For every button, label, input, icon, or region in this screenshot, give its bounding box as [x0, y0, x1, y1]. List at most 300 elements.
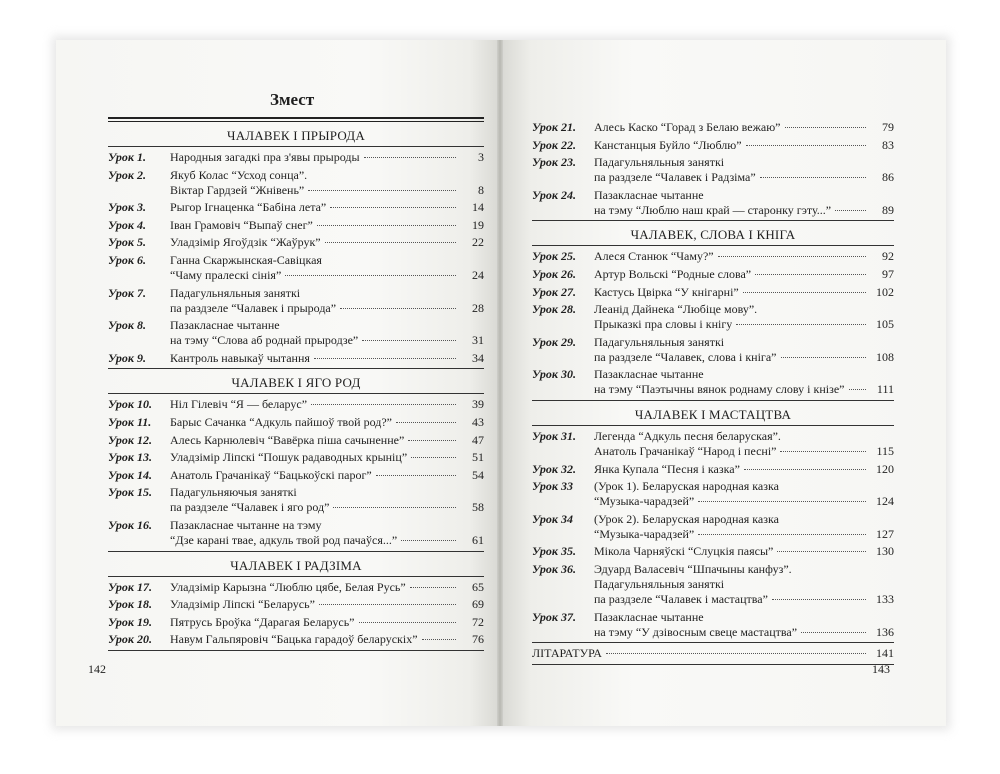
entry-page-number: 141	[876, 646, 894, 661]
entry-line	[594, 350, 894, 365]
entry-title-text: Алесь Карнюлевіч “Вавёрка піша сачыненне”	[170, 432, 405, 447]
toc-entry[interactable]	[532, 285, 894, 300]
entry-page-number: 83	[882, 137, 894, 152]
entry-line	[170, 318, 484, 333]
lesson-label: Урок 23.	[532, 155, 576, 170]
toc-entry[interactable]	[532, 188, 894, 218]
entry-body	[170, 150, 484, 165]
dot-leader	[736, 324, 866, 325]
entry-page-number: 19	[472, 217, 484, 232]
entry-title-text: (Урок 2). Беларуская народная казка	[594, 511, 779, 526]
lesson-label: Урок 15.	[108, 485, 152, 500]
entry-page-number: 43	[472, 414, 484, 429]
lesson-label: Урок 17.	[108, 579, 152, 594]
toc-entry[interactable]	[532, 610, 894, 640]
entry-body	[594, 188, 894, 218]
section-rule	[532, 642, 894, 643]
entry-line	[170, 218, 484, 233]
entry-page-number: 69	[472, 597, 484, 612]
lesson-label: Урок 33	[532, 479, 573, 494]
toc-entry[interactable]	[108, 286, 484, 316]
entry-title-text: Алесь Каско “Горад з Белаю вежаю”	[594, 120, 781, 134]
toc-entry[interactable]	[532, 544, 894, 559]
entry-title-text: Навум Гальпяровіч “Бацька гарадоў беларускіх”	[170, 632, 418, 647]
toc-entry[interactable]	[108, 318, 484, 348]
dot-leader	[408, 440, 456, 441]
dot-leader	[333, 507, 456, 508]
dot-leader	[772, 599, 866, 600]
dot-leader	[319, 604, 456, 605]
section-rule	[108, 368, 484, 369]
entry-line	[594, 429, 894, 444]
section-rule	[532, 220, 894, 221]
toc-right	[532, 120, 894, 665]
dot-leader	[743, 292, 866, 293]
toc-entry[interactable]	[532, 302, 894, 332]
dot-leader	[410, 587, 456, 588]
section-heading: ЧАЛАВЕК І ПРЫРОДА	[227, 128, 365, 143]
toc-entry[interactable]	[532, 155, 894, 185]
entry-title-text: на тэму “Паэтычны вянок роднаму слову і кнізе”	[594, 382, 845, 397]
entry-title-text: Прыказкі пра словы і кнігу	[594, 317, 733, 332]
entry-title-text: на тэму “Слова аб роднай прыродзе”	[170, 333, 359, 348]
lesson-label: Урок 6.	[108, 252, 146, 267]
title-rule-thick	[108, 117, 484, 119]
toc-entry[interactable]	[108, 415, 484, 430]
lesson-label: Урок 13.	[108, 450, 152, 465]
toc-entry[interactable]	[532, 512, 894, 542]
entry-body	[532, 646, 894, 661]
entry-line	[170, 200, 484, 215]
entry-title-text: Якуб Колас “Усход сонца”.	[170, 167, 308, 182]
entry-body	[594, 544, 894, 559]
toc-entry[interactable]	[108, 218, 484, 233]
lesson-label: Урок 9.	[108, 350, 146, 365]
entry-body	[170, 351, 484, 366]
entry-page-number: 61	[472, 532, 484, 547]
entry-title-text: Ганна Скаржынская-Савіцкая	[170, 252, 322, 267]
entry-line	[594, 203, 894, 218]
entry-line	[594, 512, 894, 527]
entry-title-text: “Чаму пралескі сінія”	[170, 267, 282, 282]
entry-line	[170, 580, 484, 595]
entry-line	[594, 462, 894, 477]
entry-line	[594, 367, 894, 382]
dot-leader	[411, 457, 456, 458]
entry-title-text: Анатоль Грачанікаў “Бацькоўскі парог”	[170, 467, 372, 482]
entry-line	[170, 500, 484, 515]
entry-page-number: 105	[876, 317, 894, 332]
lesson-label: Урок 37.	[532, 609, 576, 624]
dot-leader	[340, 308, 456, 309]
lesson-label: Урок 1.	[108, 150, 146, 164]
entry-body	[594, 367, 894, 397]
entry-title-text: Уладзімір Карызна “Люблю цябе, Белая Русь”	[170, 579, 406, 594]
entry-body	[170, 200, 484, 215]
lesson-label: Урок 5.	[108, 235, 146, 250]
entry-page-number: 8	[478, 182, 484, 197]
entry-title-text: Кастусь Цвірка “У кнігарні”	[594, 284, 739, 299]
entry-line	[594, 155, 894, 170]
entry-title-text: Анатоль Грачанікаў “Народ і песні”	[594, 443, 777, 458]
section-rule	[108, 576, 484, 577]
entry-body	[170, 218, 484, 233]
entry-page-number: 72	[472, 614, 484, 629]
entry-line	[170, 597, 484, 612]
entry-title-text: Пазакласнае чытанне	[170, 318, 280, 333]
lesson-label: Урок 34	[532, 511, 573, 526]
entry-body	[170, 580, 484, 595]
entry-line	[594, 285, 894, 300]
entry-title-text: Уладзімір Ягоўдзік “Жаўрук”	[170, 235, 321, 250]
entry-title-text: Падагульняльныя заняткі	[594, 334, 725, 349]
toc-entry[interactable]	[532, 120, 894, 135]
entry-title-text: ЛІТАРАТУРА	[532, 646, 602, 661]
entry-title-text: Падагульняючыя заняткі	[170, 485, 297, 500]
toc-entry[interactable]	[108, 397, 484, 412]
entry-line	[594, 577, 894, 592]
entry-page-number: 97	[882, 266, 894, 281]
entry-page-number: 14	[472, 200, 484, 215]
section-heading: ЧАЛАВЕК І РАДЗІМА	[230, 557, 362, 573]
entry-body	[594, 120, 894, 135]
entry-body	[170, 597, 484, 612]
entry-title-text: Барыс Сачанка “Адкуль пайшоў твой род?”	[170, 414, 392, 429]
entry-title-text: Пазакласнае чытанне	[594, 187, 704, 202]
lesson-label: Урок 21.	[532, 120, 576, 134]
entry-line	[170, 415, 484, 430]
lesson-label: Урок 19.	[108, 614, 152, 629]
entry-title-text: Віктар Гардзей “Жнівень”	[170, 182, 305, 197]
entry-body	[170, 433, 484, 448]
dot-leader	[780, 451, 866, 452]
section-rule	[532, 245, 894, 246]
toc-entry[interactable]	[108, 597, 484, 612]
entry-title-text: (Урок 1). Беларуская народная казка	[594, 479, 779, 494]
toc-entry[interactable]	[108, 168, 484, 198]
entry-body	[594, 155, 894, 185]
toc-bottom-rule	[108, 650, 484, 651]
entry-page-number: 102	[876, 284, 894, 299]
bibliography-entry[interactable]	[532, 646, 894, 661]
toc-entry[interactable]	[108, 580, 484, 595]
dot-leader	[359, 622, 456, 623]
toc-entry[interactable]	[532, 249, 894, 264]
entry-title-text: Уладзімір Ліпскі “Пошук радаводных крыніц”	[170, 450, 408, 465]
entry-title-text: “Музыка-чарадзей”	[594, 494, 695, 509]
toc-entry[interactable]	[108, 253, 484, 283]
toc-entry[interactable]	[108, 351, 484, 366]
entry-title-text: па раздзеле “Чалавек і яго род”	[170, 500, 330, 515]
dot-leader	[285, 275, 456, 276]
toc-entry[interactable]	[532, 267, 894, 282]
entry-page-number: 86	[882, 170, 894, 185]
toc-bottom-rule	[532, 664, 894, 665]
entry-body	[594, 138, 894, 153]
dot-leader	[330, 207, 456, 208]
entry-line	[170, 397, 484, 412]
entry-line	[594, 317, 894, 332]
entry-line	[170, 518, 484, 533]
entry-line	[532, 646, 894, 661]
dot-leader	[606, 653, 866, 654]
entry-page-number: 51	[472, 450, 484, 465]
entry-page-number: 136	[876, 624, 894, 639]
entry-page-number: 89	[882, 202, 894, 217]
entry-page-number: 92	[882, 249, 894, 264]
entry-page-number: 58	[472, 500, 484, 515]
entry-page-number: 65	[472, 579, 484, 594]
entry-title-text: Рыгор Ігнаценка “Бабіна лета”	[170, 200, 327, 215]
entry-title-text: Пазакласнае чытанне	[594, 367, 704, 382]
entry-line	[170, 333, 484, 348]
entry-line	[170, 286, 484, 301]
dot-leader	[801, 632, 866, 633]
entry-title-text: Падагульняльныя заняткі	[594, 576, 725, 591]
entry-body	[594, 512, 894, 542]
lesson-label: Урок 32.	[532, 461, 576, 476]
entry-line	[170, 468, 484, 483]
entry-title-text: Леанід Дайнека “Любіце мову”.	[594, 302, 758, 317]
toc-entry[interactable]	[108, 485, 484, 515]
entry-body	[594, 429, 894, 459]
toc-entry[interactable]	[108, 615, 484, 630]
entry-body	[170, 168, 484, 198]
book-gutter	[497, 40, 503, 726]
entry-line	[594, 562, 894, 577]
lesson-label: Урок 30.	[532, 367, 576, 382]
entry-line	[594, 302, 894, 317]
entry-line	[170, 168, 484, 183]
lesson-label: Урок 24.	[532, 187, 576, 202]
dot-leader	[785, 127, 866, 128]
entry-title-text: па раздзеле “Чалавек і Радзіма”	[594, 170, 756, 185]
section-rule	[108, 393, 484, 394]
entry-page-number: 24	[472, 267, 484, 282]
entry-line	[594, 494, 894, 509]
entry-body	[170, 450, 484, 465]
entry-title-text: Падагульняльныя заняткі	[170, 285, 301, 300]
entry-line	[594, 479, 894, 494]
toc-entry[interactable]	[108, 450, 484, 465]
entry-title-text: Кантроль навыкаў чытання	[170, 350, 310, 365]
entry-line	[170, 615, 484, 630]
entry-line	[594, 527, 894, 542]
toc-entry[interactable]	[532, 367, 894, 397]
entry-body	[170, 397, 484, 412]
entry-line	[170, 533, 484, 548]
lesson-label: Урок 27.	[532, 284, 576, 299]
entry-line	[170, 253, 484, 268]
title-rule-thin	[108, 121, 484, 122]
entry-body	[170, 415, 484, 430]
entry-line	[594, 249, 894, 264]
toc-entry[interactable]	[532, 562, 894, 607]
entry-body	[170, 286, 484, 316]
lesson-label: Урок 4.	[108, 217, 146, 232]
entry-body	[170, 485, 484, 515]
entry-page-number: 127	[876, 526, 894, 541]
toc-entry[interactable]	[108, 632, 484, 647]
entry-body	[594, 462, 894, 477]
entry-line	[594, 382, 894, 397]
entry-title-text: Пятрусь Броўка “Дарагая Беларусь”	[170, 614, 355, 629]
dot-leader	[849, 389, 867, 390]
entry-line	[594, 120, 894, 135]
lesson-label: Урок 10.	[108, 397, 152, 412]
lesson-label: Урок 2.	[108, 167, 146, 182]
lesson-label: Урок 18.	[108, 597, 152, 612]
entry-body	[594, 249, 894, 264]
dot-leader	[746, 145, 866, 146]
toc-entry[interactable]	[108, 468, 484, 483]
lesson-label: Урок 16.	[108, 517, 152, 532]
entry-title-text: па раздзеле “Чалавек і мастацтва”	[594, 591, 768, 606]
toc-entry[interactable]	[532, 462, 894, 477]
lesson-label: Урок 29.	[532, 334, 576, 349]
entry-page-number: 111	[876, 382, 894, 397]
dot-leader	[317, 225, 456, 226]
entry-body	[170, 253, 484, 283]
entry-title-text: Падагульняльныя заняткі	[594, 155, 725, 170]
entry-title-text: Пазакласнае чытанне на тэму	[170, 517, 322, 532]
dot-leader	[314, 358, 456, 359]
entry-title-text: Канстанцыя Буйло “Люблю”	[594, 137, 742, 152]
entry-body	[594, 267, 894, 282]
entry-page-number: 108	[876, 349, 894, 364]
dot-leader	[401, 540, 456, 541]
entry-body	[170, 632, 484, 647]
entry-body	[594, 610, 894, 640]
entry-line	[594, 138, 894, 153]
entry-page-number: 130	[876, 544, 894, 559]
entry-line	[594, 610, 894, 625]
section-heading: ЧАЛАВЕК І ЯГО РОД	[231, 375, 361, 391]
entry-page-number: 133	[876, 591, 894, 606]
entry-title-text: Артур Вольскі “Родные слова”	[594, 266, 752, 281]
toc-entry[interactable]	[532, 429, 894, 459]
entry-line	[594, 544, 894, 559]
entry-page-number: 39	[472, 397, 484, 412]
dot-leader	[364, 157, 456, 158]
dot-leader	[718, 256, 866, 257]
section-rule	[532, 400, 894, 401]
page-number-right: 143	[872, 662, 890, 676]
dot-leader	[325, 242, 456, 243]
toc-entry[interactable]	[108, 150, 484, 165]
entry-title-text: на тэму “Люблю наш край — старонку гэту...”	[594, 202, 832, 217]
entry-page-number: 47	[472, 432, 484, 447]
entry-title-text: Ніл Гілевіч “Я — беларус”	[170, 397, 308, 412]
toc-entry[interactable]	[108, 433, 484, 448]
entry-line	[594, 335, 894, 350]
dot-leader	[362, 340, 456, 341]
section-rule	[108, 146, 484, 147]
lesson-label: Урок 36.	[532, 561, 576, 576]
entry-page-number: 76	[472, 632, 484, 647]
entry-title-text: Мікола Чарняўскі “Слуцкія паясы”	[594, 544, 774, 559]
entry-line	[594, 444, 894, 459]
lesson-label: Урок 35.	[532, 544, 576, 559]
entry-title-text: па раздзеле “Чалавек і прырода”	[170, 300, 337, 315]
section-heading: ЧАЛАВЕК, СЛОВА І КНІГА	[630, 227, 796, 243]
toc-entry[interactable]	[532, 335, 894, 365]
entry-line	[594, 625, 894, 640]
entry-line	[170, 450, 484, 465]
dot-leader	[311, 404, 456, 405]
lesson-label: Урок 7.	[108, 285, 146, 300]
entry-title-text: Легенда “Адкуль песня беларуская”.	[594, 428, 781, 443]
entry-title-text: Эдуард Валасевіч “Шпачыны канфуз”.	[594, 561, 792, 576]
page-number-left: 142	[88, 662, 106, 676]
lesson-label: Урок 25.	[532, 249, 576, 264]
entry-line	[594, 267, 894, 282]
entry-line	[594, 592, 894, 607]
toc-entry[interactable]	[108, 235, 484, 250]
section-rule	[108, 551, 484, 552]
toc-entry[interactable]	[108, 518, 484, 548]
entry-title-text: па раздзеле “Чалавек, слова і кніга”	[594, 349, 777, 364]
lesson-label: Урок 12.	[108, 432, 152, 447]
lesson-label: Урок 31.	[532, 428, 576, 443]
dot-leader	[376, 475, 456, 476]
entry-line	[170, 183, 484, 198]
section-heading: ЧАЛАВЕК І МАСТАЦТВА	[634, 406, 792, 422]
entry-page-number: 22	[472, 235, 484, 250]
dot-leader	[698, 501, 866, 502]
lesson-label: Урок 22.	[532, 137, 576, 152]
dot-leader	[760, 177, 866, 178]
section-rule	[532, 425, 894, 426]
entry-title-text: Іван Грамовіч “Выпаў снег”	[170, 217, 313, 232]
entry-line	[170, 485, 484, 500]
toc-entry[interactable]	[532, 479, 894, 509]
dot-leader	[422, 639, 456, 640]
lesson-label: Урок 3.	[108, 200, 146, 215]
entry-body	[594, 302, 894, 332]
entry-page-number: 79	[882, 120, 894, 134]
entry-line	[170, 351, 484, 366]
entry-page-number: 31	[472, 333, 484, 348]
entry-title-text: Уладзімір Ліпскі “Беларусь”	[170, 597, 315, 612]
entry-page-number: 120	[876, 461, 894, 476]
toc-entry[interactable]	[108, 200, 484, 215]
entry-body	[594, 479, 894, 509]
lesson-label: Урок 14.	[108, 467, 152, 482]
entry-title-text: Янка Купала “Песня і казка”	[594, 461, 740, 476]
dot-leader	[835, 210, 866, 211]
entry-body	[170, 615, 484, 630]
entry-page-number: 115	[876, 443, 894, 458]
dot-leader	[744, 469, 866, 470]
dot-leader	[698, 534, 866, 535]
entry-line	[170, 235, 484, 250]
dot-leader	[396, 422, 456, 423]
entry-line	[170, 268, 484, 283]
entry-page-number: 54	[472, 467, 484, 482]
page-title: Змест	[270, 90, 315, 109]
entry-page-number: 34	[472, 350, 484, 365]
dot-leader	[755, 274, 866, 275]
dot-leader	[308, 190, 456, 191]
toc-entry[interactable]	[532, 138, 894, 153]
entry-title-text: “Дзе карані твае, адкуль твой род пачаўся...”	[170, 532, 398, 547]
entry-body	[594, 285, 894, 300]
entry-line	[170, 301, 484, 316]
entry-page-number: 28	[472, 300, 484, 315]
toc-left	[108, 125, 484, 651]
entry-line	[170, 433, 484, 448]
